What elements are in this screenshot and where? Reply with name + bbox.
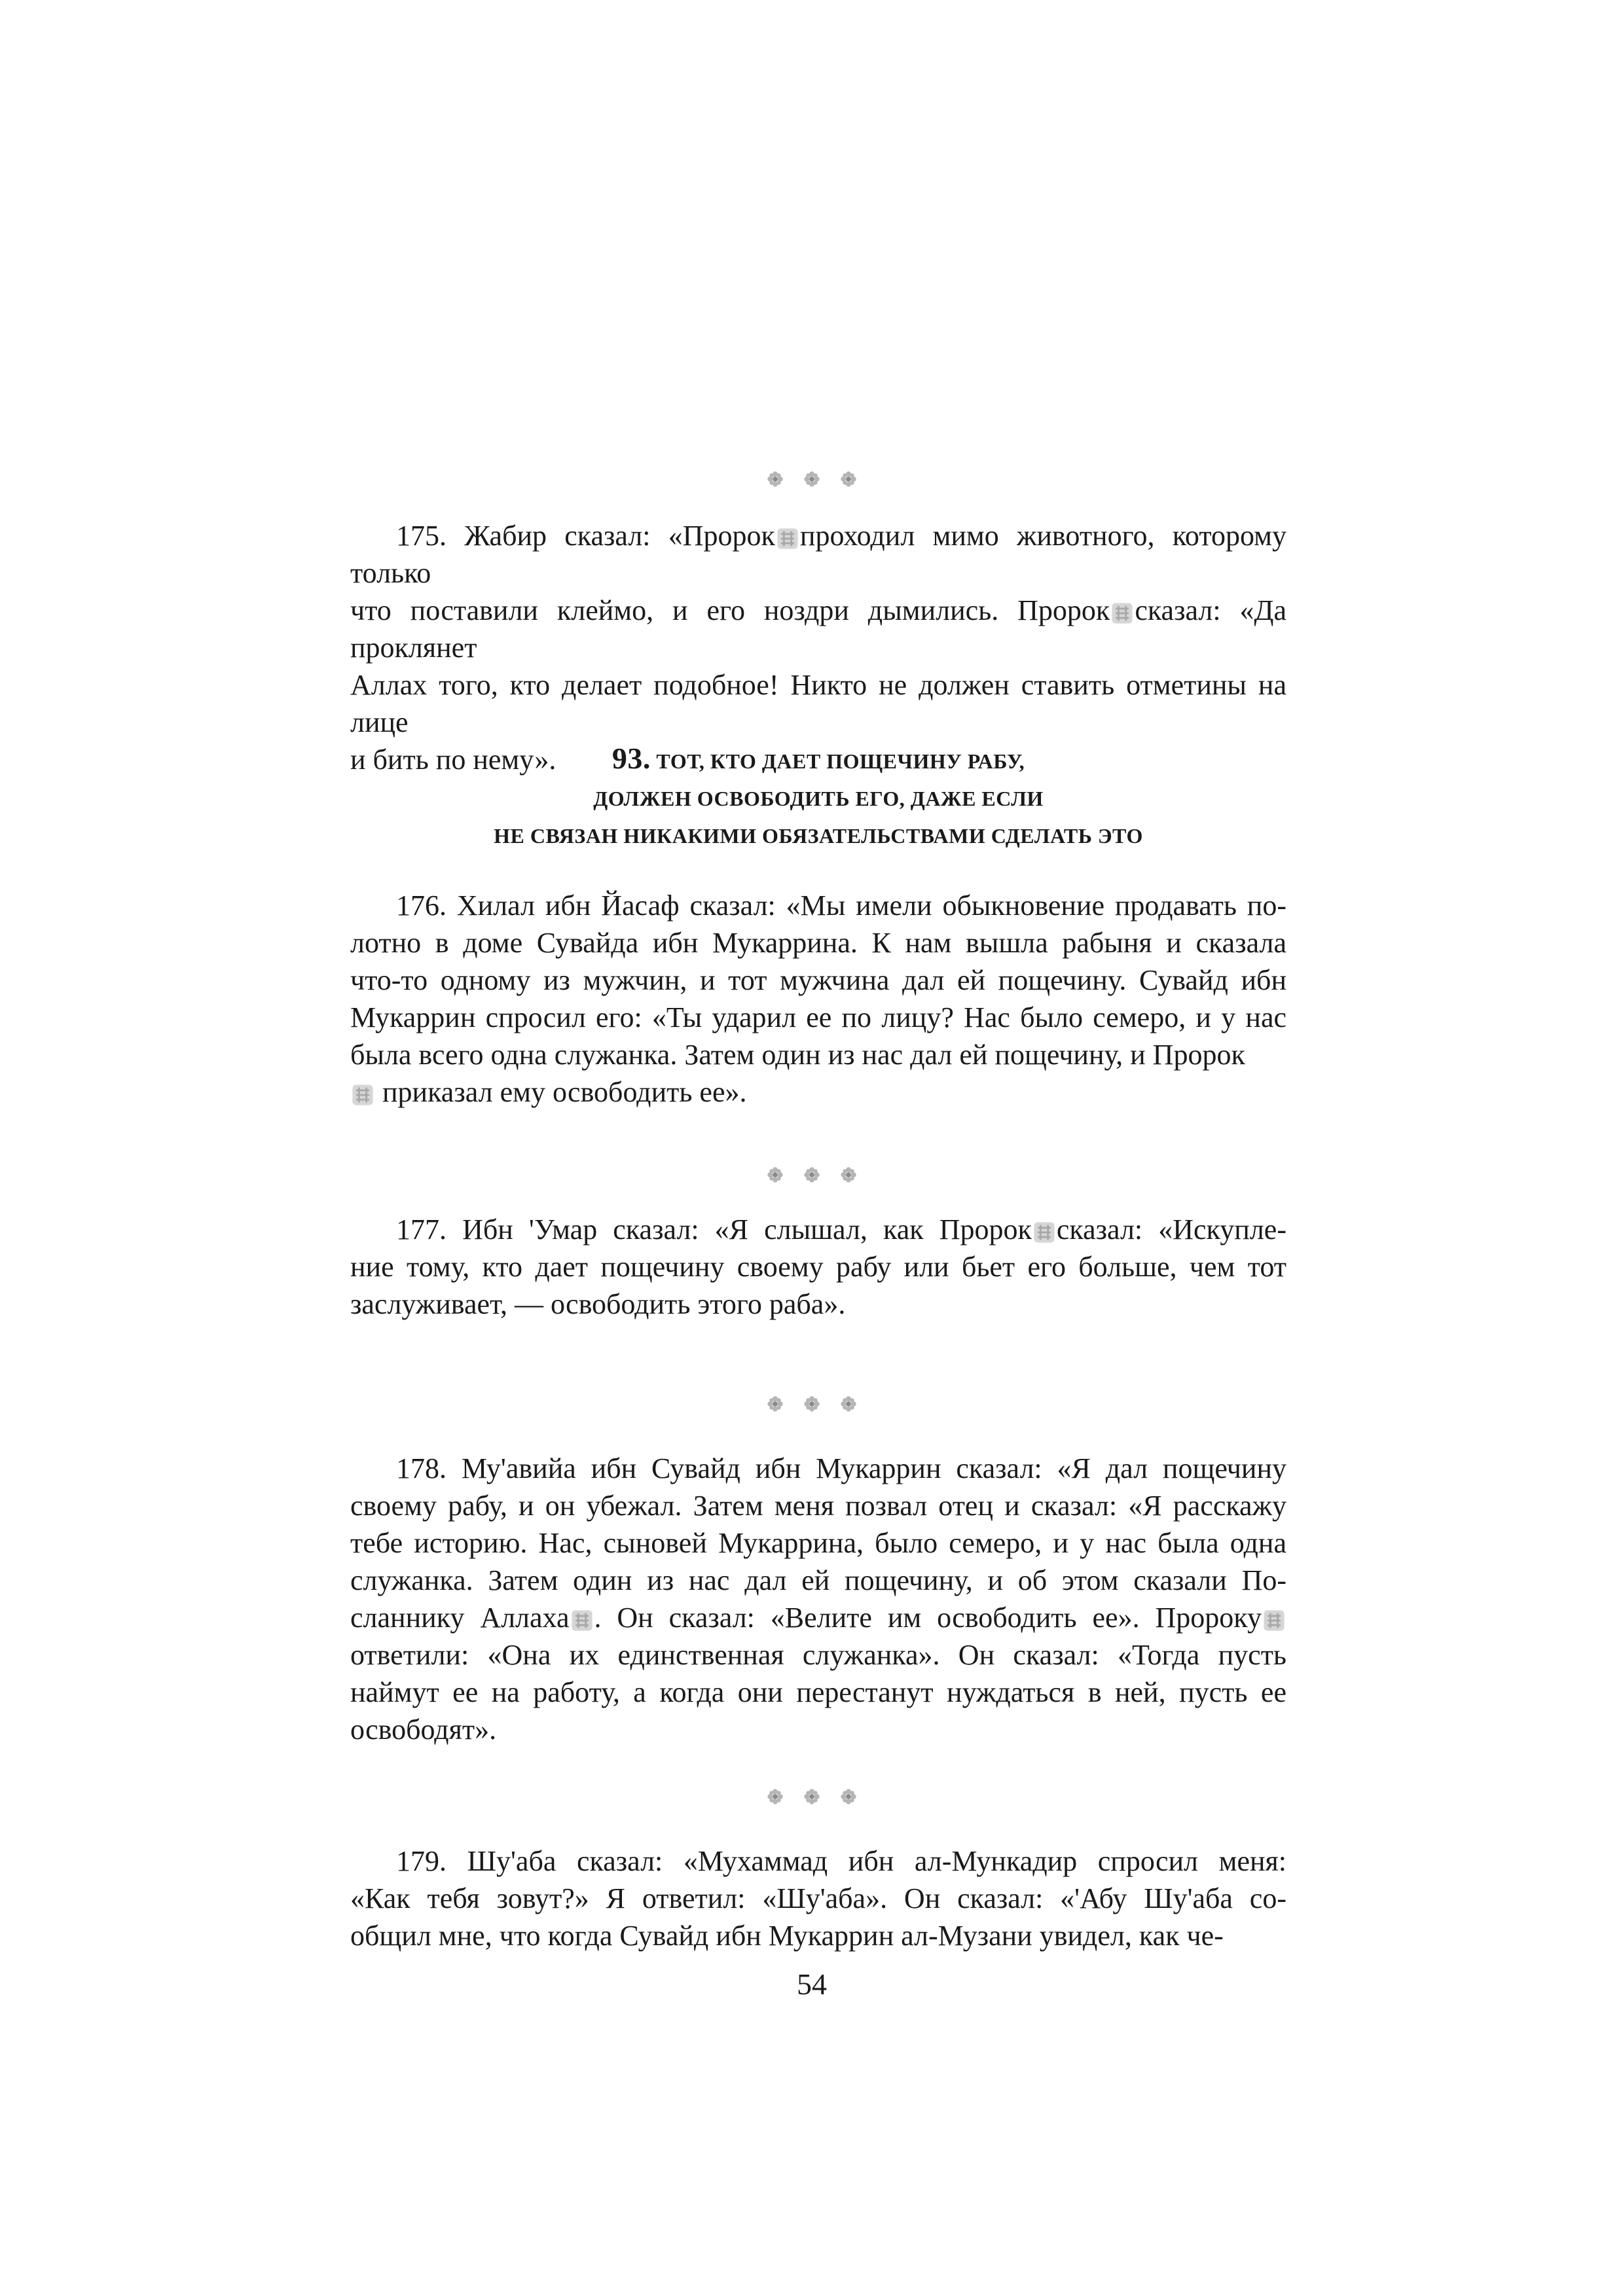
hadith-176 (350, 887, 1286, 1111)
text-line: своему рабу, и он убежал. Затем меня позвал отец и сказал: «Я расскажу (350, 1490, 1286, 1522)
text-line: «Как тебя зовут?» Я ответил: «Шу'аба». Он сказал: «'Абу Шу'аба со- (350, 1882, 1286, 1914)
blessing-seal-icon (1033, 1221, 1055, 1244)
blessing-seal-icon (1263, 1609, 1285, 1632)
flower-icon (803, 1166, 820, 1183)
flower-icon (767, 1395, 784, 1412)
blessing-seal-icon (1111, 602, 1133, 624)
blessing-seal-icon (776, 528, 799, 550)
ornament-divider (740, 1162, 884, 1188)
text-line: что поставили клеймо, и его ноздри дымились. Пророк сказал: «Да проклянет (350, 594, 1287, 664)
flower-icon (803, 1788, 820, 1805)
flower-icon (840, 1788, 857, 1805)
text-line: 176. Хилал ибн Йасаф сказал: «Мы имели обыкновение продавать по- (396, 889, 1286, 922)
flower-icon (767, 1166, 784, 1183)
page-number: 54 (797, 1967, 827, 2001)
text-line: 177. Ибн 'Умар сказал: «Я слышал, как Пророк сказал: «Искупле- (396, 1213, 1286, 1246)
chapter-heading-line: НЕ СВЯЗАН НИКАКИМИ ОБЯЗАТЕЛЬСТВАМИ СДЕЛАТЬ ЭТО (494, 824, 1143, 848)
chapter-heading-line: ДОЛЖЕН ОСВОБОДИТЬ ЕГО, ДАЖЕ ЕСЛИ (593, 787, 1044, 810)
flower-icon (767, 1788, 784, 1805)
text-line: приказал ему освободить ее». (350, 1073, 1286, 1111)
text-line: наймут ее на работу, а когда они перестанут нуждаться в ней, пусть ее (350, 1676, 1286, 1708)
flower-icon (840, 1166, 857, 1183)
text-line: лотно в доме Сувайда ибн Мукаррина. К нам вышла рабыня и сказала (350, 927, 1286, 959)
flower-icon (840, 471, 857, 488)
text-line: ответили: «Она их единственная служанка». Он сказал: «Тогда пусть (350, 1639, 1286, 1671)
text-line: ние тому, кто дает пощечину своему рабу или бьет его больше, чем тот (350, 1251, 1286, 1283)
chapter-heading (350, 740, 1286, 855)
text-line: Аллах того, кто делает подобное! Никто не должен ставить отметины на лице (350, 669, 1286, 738)
text-line: и бить по нему». (350, 744, 556, 776)
text-line: освободят». (350, 1713, 497, 1746)
text-line: 178. Му'авийа ибн Сувайд ибн Мукаррин сказал: «Я дал пощечину (396, 1452, 1286, 1484)
flower-icon (803, 1395, 820, 1412)
text-line: 179. Шу'аба сказал: «Мухаммад ибн ал-Мункадир спросил меня: (396, 1845, 1286, 1877)
chapter-heading-line: 93. ТОТ, КТО ДАЕТ ПОЩЕЧИНУ РАБУ, (611, 742, 1025, 775)
text-line: общил мне, что когда Сувайд ибн Мукаррин ал-Музани увидел, как че- (350, 1920, 1224, 1952)
ornament-divider (740, 466, 884, 492)
blessing-seal-icon (352, 1084, 374, 1106)
text-line: тебе историю. Нас, сыновей Мукаррина, было семеро, и у нас была одна (350, 1527, 1286, 1559)
chapter-number: 93. (611, 742, 651, 775)
hadith-179 (350, 1842, 1286, 1954)
text-line: что-то одному из мужчин, и тот мужчина дал ей пощечину. Сувайд ибн (350, 964, 1286, 996)
text-line: сланнику Аллаха . Он сказал: «Велите им освободить ее». Пророку (350, 1599, 1286, 1636)
flower-icon (840, 1395, 857, 1412)
text-line: заслуживает, — освободить этого раба». (350, 1288, 846, 1320)
flower-icon (803, 471, 820, 488)
ornament-divider (740, 1391, 884, 1417)
text-line: служанка. Затем один из нас дал ей пощечину, и об этом сказали По- (350, 1564, 1286, 1596)
flower-icon (767, 471, 784, 488)
text-line: Мукаррин спросил его: «Ты ударил ее по лицу? Нас было семеро, и у нас (350, 1001, 1286, 1033)
hadith-177 (350, 1211, 1286, 1323)
ornament-divider (740, 1784, 884, 1810)
hadith-178 (350, 1450, 1286, 1748)
text-line: была всего одна служанка. Затем один из нас дал ей пощечину, и Пророк (350, 1039, 1245, 1071)
blessing-seal-icon (571, 1609, 593, 1632)
text-line: 175. Жабир сказал: «Пророк проходил мимо животного, которому только (350, 520, 1286, 589)
